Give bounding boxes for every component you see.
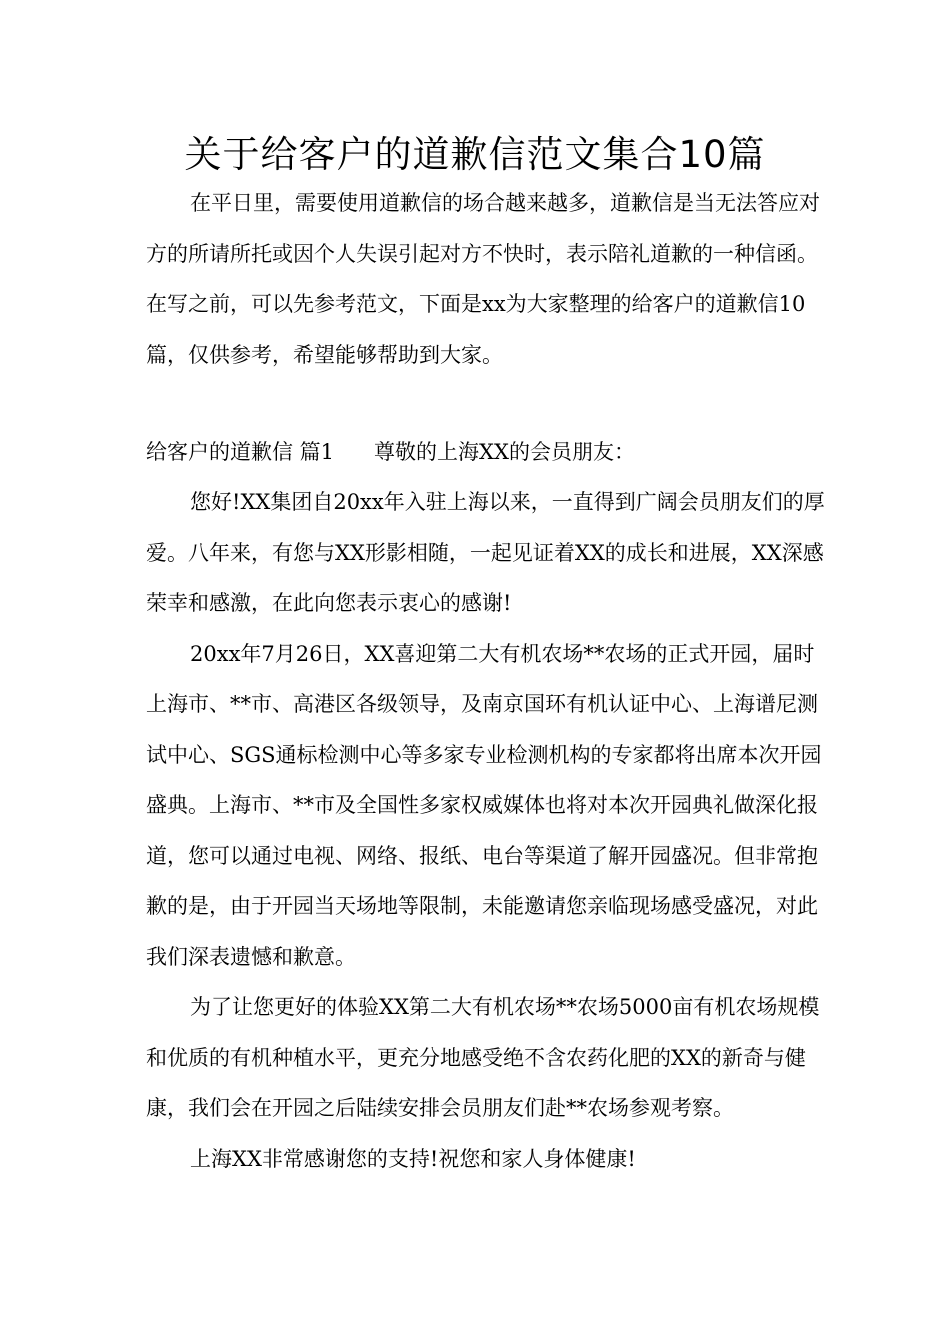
letter-paragraph: 您好!XX集团自20xx年入驻上海以来，一直得到广阔会员朋友们的厚爱。八年来，有您与XX形影相随，一起见证着XX的成长和进展，XX深感荣幸和感激，在此向您表示衷心的感谢! bbox=[146, 490, 825, 615]
letter-salutation: 尊敬的上海XX的会员朋友： bbox=[374, 440, 635, 464]
letter-paragraph: 为了让您更好的体验XX第二大有机农场**农场5000亩有机农场规模和优质的有机种植水平，更充分地感受绝不含农药化肥的XX的新奇与健康，我们会在开园之后陆续安排会员朋友们赴**农场参观考察。 bbox=[146, 995, 820, 1120]
section-heading: 给客户的道歉信 篇1 bbox=[146, 440, 335, 464]
letter-paragraph: 上海XX非常感谢您的支持!祝您和家人身体健康! bbox=[190, 1146, 636, 1171]
section-heading-row bbox=[146, 427, 635, 477]
intro-block bbox=[146, 178, 826, 380]
intro-paragraph: 在平日里，需要使用道歉信的场合越来越多，道歉信是当无法答应对方的所请所托或因个人失误引起对方不快时，表示陪礼道歉的一种信函。在写之前，可以先参考范文，下面是xx为大家整理的给客户的道歉信10篇，仅供参考，希望能够帮助到大家。 bbox=[146, 191, 820, 367]
document-title: 关于给客户的道歉信范文集合10篇 bbox=[184, 133, 766, 176]
letter-body bbox=[146, 477, 826, 1184]
letter-paragraph: 20xx年7月26日，XX喜迎第二大有机农场**农场的正式开园，届时上海市、**市、高港区各级领导，及南京国环有机认证中心、上海谱尼测试中心、SGS通标检测中心等多家专业检测机构的专家都将出席本次开园盛典。上海市、**市及全国性多家权威媒体也将对本次开园典礼做深化报道，您可以通过电视、网络、报纸、电台等渠道了解开园盛况。但非常抱歉的是，由于开园当天场地等限制，未能邀请您亲临现场感受盛况，对此我们深表遗憾和歉意。 bbox=[146, 641, 822, 969]
